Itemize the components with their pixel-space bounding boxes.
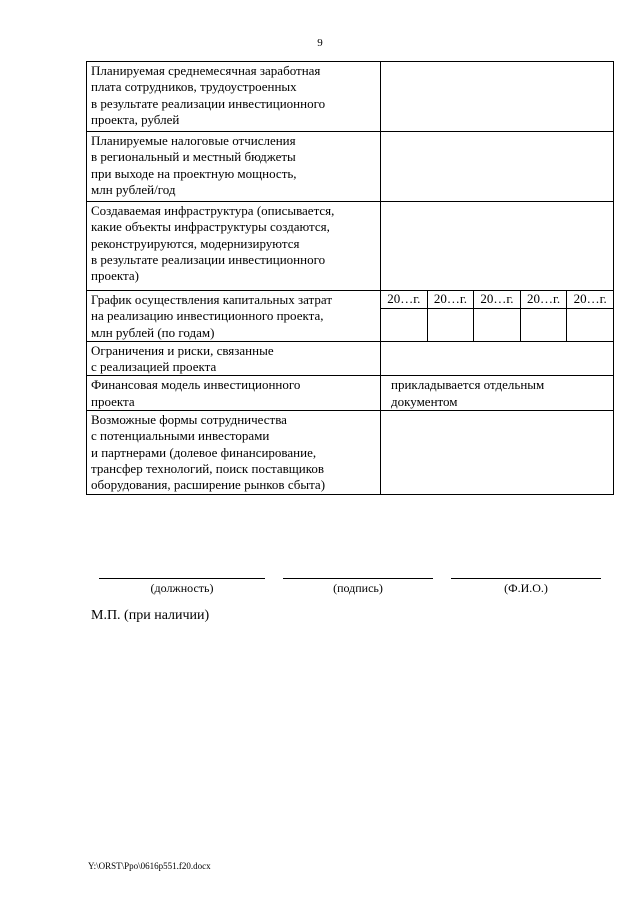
label-line: проекта) [91,268,139,284]
label-line: плата сотрудников, трудоустроенных [91,79,297,95]
table-row [87,62,614,132]
label-line: Создаваемая инфраструктура (описывается, [91,203,335,218]
name-caption: (Ф.И.О.) [504,581,548,595]
label-line: с потенциальными инвесторами [91,428,270,444]
year-header-cell: 20…г. [520,291,567,309]
label-line: в региональный и местный бюджеты [91,149,296,165]
position-line [99,578,265,579]
label-line: какие объекты инфраструктуры создаются, [91,219,330,235]
year-header-cell: 20…г. [381,291,428,309]
label-line: с реализацией проекта [91,359,217,375]
label-line: График осуществления капитальных затрат [91,292,332,307]
row-label [87,132,381,202]
value-cell[interactable] [381,132,614,202]
value-line: прикладывается отдельным [391,377,545,393]
row-label [87,202,381,291]
label-line: млн рублей/год [91,181,176,197]
table-row [87,376,614,411]
label-line: трансфер технологий, поиск поставщиков [91,460,325,476]
label-line: и партнерами (долевое финансирование, [91,444,317,460]
label-line: проекта, рублей [91,111,180,127]
year-value-cell[interactable] [427,308,474,341]
table-row [87,341,614,376]
investment-project-table [86,61,614,495]
row-label [87,411,381,495]
label-line: Планируемая среднемесячная заработная [91,63,321,78]
label-line: проекта [91,393,135,409]
year-value-cell[interactable] [381,308,428,341]
label-line: при выходе на проектную мощность, [91,165,297,181]
year-header-cell: 20…г. [567,291,614,309]
row-label [87,376,381,411]
label-line: Финансовая модель инвестиционного [91,377,301,393]
year-value-cell[interactable] [474,308,521,341]
name-line [451,578,601,579]
year-value-cell[interactable] [567,308,614,341]
signature-caption: (подпись) [333,581,383,595]
value-cell[interactable] [381,202,614,291]
table-row [87,411,614,495]
label-line: реконструируются, модернизируются [91,235,300,251]
signature-line [283,578,433,579]
value-cell[interactable] [381,62,614,132]
label-line: в результате реализации инвестиционного [91,251,326,267]
stamp-note: М.П. (при наличии) [91,608,210,623]
label-line: Возможные формы сотрудничества [91,412,287,428]
label-line: оборудования, расширение рынков сбыта) [91,477,326,493]
year-header-cell: 20…г. [474,291,521,309]
position-caption: (должность) [150,581,214,595]
page-number: 9 [317,37,323,49]
label-line: Ограничения и риски, связанные [91,342,274,358]
label-line: Планируемые налоговые отчисления [91,133,296,148]
row-label [87,62,381,132]
value-cell[interactable] [381,376,614,411]
label-line: млн рублей (по годам) [91,324,215,340]
capex-row [87,291,614,309]
row-label [87,291,381,342]
table-row [87,202,614,291]
file-path: Y:\ORST\Ppo\0616p551.f20.docx [88,861,211,871]
year-value-cell[interactable] [520,308,567,341]
value-cell[interactable] [381,411,614,495]
year-header-cell: 20…г. [427,291,474,309]
label-line: в результате реализации инвестиционного [91,95,326,111]
row-label [87,341,381,376]
value-line: документом [391,393,458,409]
table-row [87,132,614,202]
label-line: на реализацию инвестиционного проекта, [91,308,324,324]
value-cell[interactable] [381,341,614,376]
